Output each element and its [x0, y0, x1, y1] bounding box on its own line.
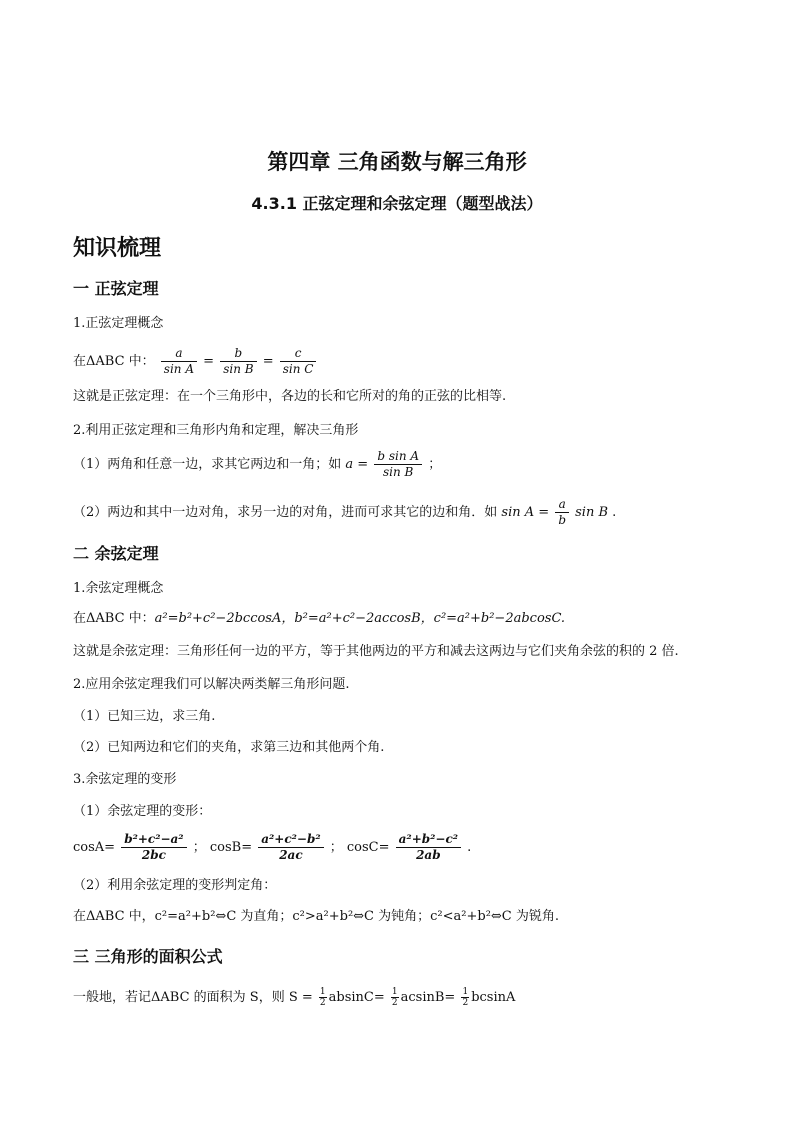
sine-law-concept: 1.正弦定理概念	[73, 316, 164, 331]
cosine-law-variant-sub: （1）余弦定理的变形：	[73, 804, 212, 819]
numerator: a	[555, 497, 569, 513]
denominator: 2	[462, 998, 469, 1008]
cosB-label: cosB=	[209, 840, 253, 855]
fraction-c-sinC	[280, 346, 317, 377]
section-subtitle: 4.3.1 正弦定理和余弦定理（题型战法）	[251, 194, 543, 213]
fraction-bsinA-sinB	[374, 449, 422, 480]
sine-law-case1	[73, 449, 441, 480]
numerator: c	[280, 346, 317, 362]
fraction-cosA	[121, 832, 186, 863]
formula-prefix: 在ΔABC 中：	[73, 354, 155, 369]
denominator: 2ac	[279, 848, 303, 862]
equals-sign: =	[262, 354, 274, 369]
cosine-angle-judge-title: （2）利用余弦定理的变形判定角：	[73, 878, 277, 893]
separator: ；	[192, 840, 206, 855]
denominator: b	[558, 513, 566, 527]
case1-text: （1）两角和任意一边，求其它两边和一角；如	[73, 457, 342, 472]
math-a-eq: a =	[345, 457, 369, 472]
area-term2: acsinB=	[400, 990, 456, 1005]
numerator: a²+b²−c²	[396, 832, 461, 848]
numerator: 1	[319, 987, 326, 997]
chapter-title: 第四章 三角函数与解三角形	[267, 150, 527, 174]
cosine-law-heading: 二 余弦定理	[73, 544, 159, 563]
sine-law-case2	[73, 497, 616, 528]
math-sinB: sin B	[575, 505, 609, 520]
case2-text: （2）两边和其中一边对角，求另一边的对角，进而可求其它的边和角．如	[73, 505, 498, 520]
numerator: 1	[391, 987, 398, 997]
cosine-law-application: 2.应用余弦定理我们可以解决两类解三角形问题.	[73, 677, 350, 692]
area-formula-heading: 三 三角形的面积公式	[73, 947, 223, 966]
numerator: a	[161, 346, 197, 362]
sine-law-formula	[73, 346, 318, 377]
denominator: sin A	[163, 362, 195, 376]
denominator: 2ab	[416, 848, 441, 862]
fraction-cosB	[258, 832, 323, 863]
numerator: a²+c²−b²	[258, 832, 323, 848]
fraction-a-b	[555, 497, 569, 528]
separator: ；	[329, 840, 343, 855]
sine-law-application: 2.利用正弦定理和三角形内角和定理，解决三角形	[73, 423, 359, 438]
math-sinA-eq: sin A =	[501, 505, 550, 520]
case2-suffix: .	[612, 505, 617, 520]
denominator: sin C	[282, 362, 314, 376]
denominator: 2	[319, 998, 326, 1008]
denominator: 2	[391, 998, 398, 1008]
fraction-a-sinA	[161, 346, 197, 377]
formula-prefix: 在ΔABC 中：	[73, 611, 155, 626]
cosine-law-concept: 1.余弦定理概念	[73, 581, 164, 596]
period: .	[467, 840, 472, 855]
denominator: 2bc	[141, 848, 166, 862]
fraction-half	[461, 987, 469, 1008]
fraction-half	[319, 987, 327, 1008]
sine-law-statement: 这就是正弦定理：在一个三角形中，各边的长和它所对的角的正弦的比相等.	[73, 389, 507, 404]
cosine-angle-judge: 在ΔABC 中，c²=a²+b²⇔C 为直角；c²>a²+b²⇔C 为钝角；c²<a²+b²⇔C 为锐角.	[73, 909, 560, 924]
fraction-b-sinB	[220, 346, 256, 377]
sine-law-heading: 一 正弦定理	[73, 279, 159, 298]
area-term3: bcsinA	[471, 990, 516, 1005]
area-text: 一般地，若记ΔABC 的面积为 S，则 S =	[73, 990, 313, 1005]
case1-suffix: ；	[428, 457, 442, 472]
area-formula	[73, 987, 515, 1008]
knowledge-heading: 知识梳理	[73, 236, 162, 261]
equals-sign: =	[203, 354, 215, 369]
numerator: 1	[462, 987, 469, 997]
numerator: b²+c²−a²	[121, 832, 186, 848]
cosine-law-formula	[73, 610, 565, 628]
area-term1: absinC=	[328, 990, 385, 1005]
numerator: b	[220, 346, 256, 362]
numerator: b sin A	[374, 449, 422, 465]
cosine-law-case1: （1）已知三边，求三角.	[73, 709, 216, 724]
cosine-variant-formulas	[73, 832, 471, 863]
fraction-cosC	[396, 832, 461, 863]
fraction-half	[391, 987, 399, 1008]
cosC-label: cosC=	[346, 840, 390, 855]
cosA-label: cosA=	[73, 840, 116, 855]
denominator: sin B	[383, 465, 414, 479]
cosine-law-case2: （2）已知两边和它们的夹角，求第三边和其他两个角.	[73, 740, 385, 755]
cosine-law-variant-title: 3.余弦定理的变形	[73, 772, 177, 787]
cosine-law-statement: 这就是余弦定理：三角形任何一边的平方，等于其他两边的平方和减去这两边与它们夹角余弦的积的 2 倍.	[73, 644, 679, 659]
cosine-formulas: a²=b²+c²−2bccosA，b²=a²+c²−2accosB，c²=a²+b²−2abcosC.	[154, 611, 566, 626]
denominator: sin B	[223, 362, 254, 376]
